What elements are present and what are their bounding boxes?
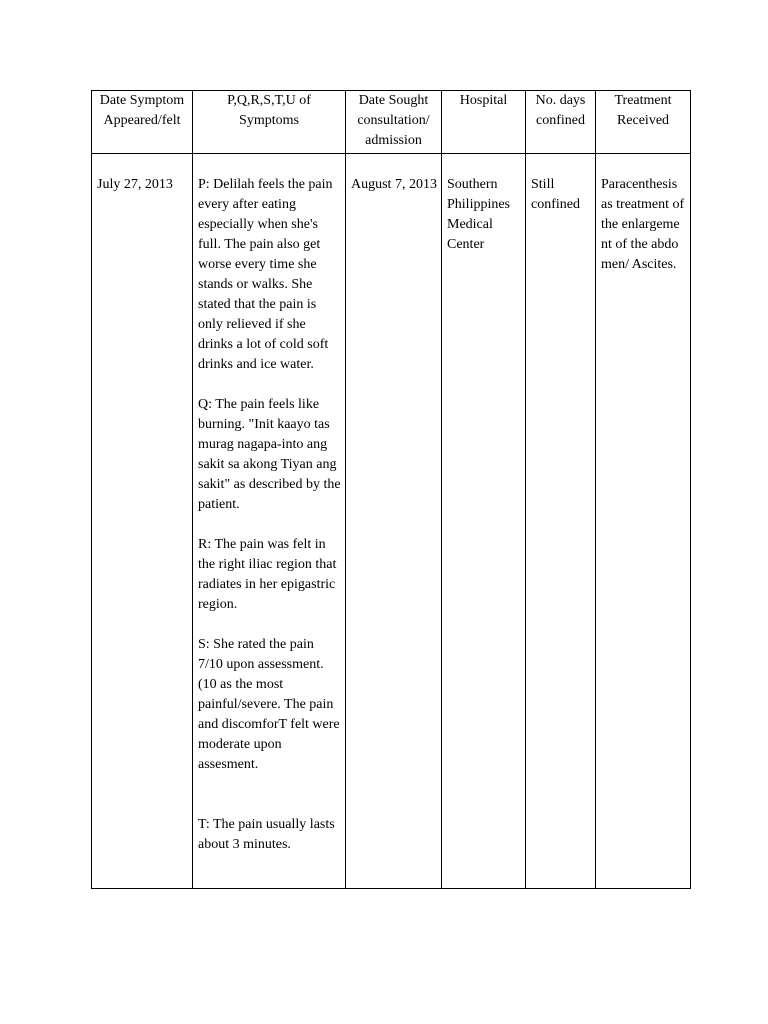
header-treatment: Treatment Received <box>596 91 691 154</box>
cell-treatment <box>596 154 691 889</box>
cell-date-appeared <box>92 154 193 889</box>
header-hospital: Hospital <box>442 91 526 154</box>
cell-hospital <box>442 154 526 889</box>
symptom-p: P: Delilah feels the pain every after eating especially when she's full. The pain also get worse every time she stands or walks. She stated that the pain is only relieved if she drinks a lot of cold soft drinks and ice water. <box>198 177 333 372</box>
symptom-t: T: The pain usually lasts about 3 minutes. <box>198 817 335 852</box>
symptom-s: S: She rated the pain 7/10 upon assessment. (10 as the most painful/severe. The pain and discomforT felt were moderate upon assesment. <box>198 637 340 772</box>
cell-days-confined <box>526 154 596 889</box>
symptom-q: Q: The pain feels like burning. "Init kaayo tas murag nagapa-into ang sakit sa akong Tiyan ang sakit" as described by the patient. <box>198 397 341 512</box>
date-appeared-text: July 27, 2013 <box>97 177 173 192</box>
table-row <box>92 154 691 889</box>
header-pqrstu: P,Q,R,S,T,U of Symptoms <box>193 91 346 154</box>
date-sought-text: August 7, 2013 <box>351 177 437 192</box>
header-date-sought: Date Sought consultation/ admission <box>346 91 442 154</box>
cell-date-sought <box>346 154 442 889</box>
symptom-history-table <box>91 90 691 889</box>
treatment-text: Paracenthesis as treatment of the enlargement of the abdomen/ Ascites. <box>601 177 685 272</box>
symptom-r: R: The pain was felt in the right iliac region that radiates in her epigastric region. <box>198 537 337 612</box>
days-confined-text: Still confined <box>531 177 580 212</box>
hospital-text: Southern Philippines Medical Center <box>447 177 511 252</box>
header-date-appeared: Date Symptom Appeared/felt <box>92 91 193 154</box>
cell-pqrstu <box>193 154 346 889</box>
header-days-confined: No. days confined <box>526 91 596 154</box>
header-row <box>92 91 691 154</box>
